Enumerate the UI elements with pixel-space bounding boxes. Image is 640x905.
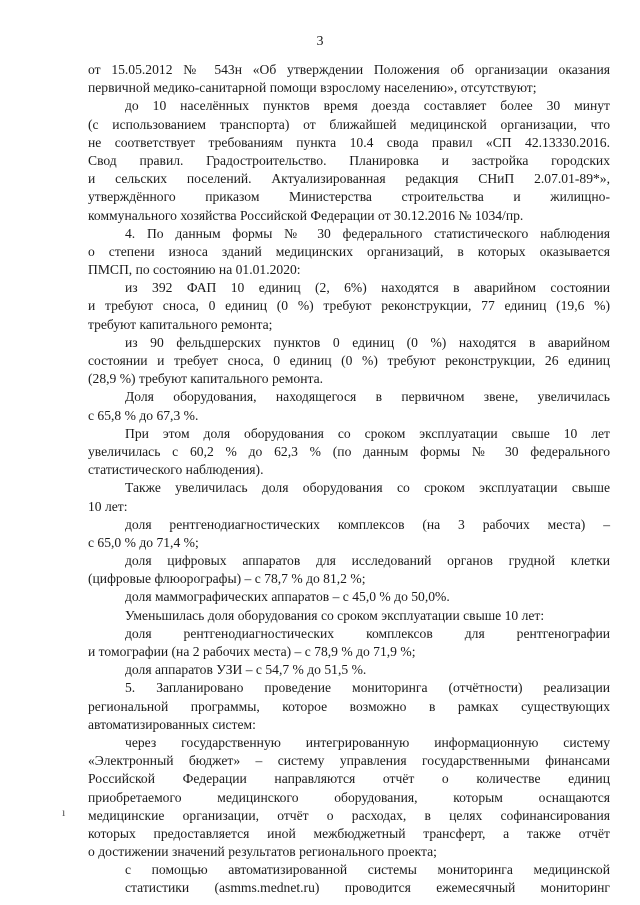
- text-line: региональной программы, которое возможно в рамках существующих: [88, 698, 610, 714]
- text-line: медицинские организации, отчёт о расходах, в целях софинансирования: [88, 807, 610, 823]
- text-line: из 90 фельдшерских пунктов 0 единиц (0 %) находятся в аварийном: [125, 334, 610, 350]
- text-line: 5. Запланировано проведение мониторинга (отчётности) реализации: [125, 680, 610, 696]
- text-line: о достижении значений результатов регионального проекта;: [88, 844, 437, 860]
- text-line: с 65,0 % до 71,4 %;: [88, 534, 199, 550]
- margin-mark: ı: [62, 805, 66, 819]
- text-line: 10 лет:: [88, 498, 128, 514]
- text-line: до 10 населённых пунктов время доезда составляет более 30 минут: [125, 98, 610, 114]
- text-line: доля маммографических аппаратов – с 45,0 % до 50,0%.: [125, 589, 450, 605]
- text-line: Также увеличилась доля оборудования со сроком эксплуатации свыше: [125, 480, 610, 496]
- text-line: приобретаемого медицинского оборудования, которым оснащаются: [88, 789, 610, 805]
- text-line: (с использованием транспорта) от ближайшей медицинской организации, что: [88, 116, 610, 132]
- text-line: и сельских поселений. Актуализированная редакция СНиП 2.07.01-89*»,: [88, 171, 610, 187]
- text-line: и томографии (на 2 рабочих места) – с 78,9 % до 71,9 %;: [88, 644, 416, 659]
- text-line: Свод правил. Градостроительство. Планировка и застройка городских: [88, 152, 610, 168]
- text-line: о степени износа зданий медицинских организаций, в которых оказывается: [88, 243, 610, 259]
- page-number: 3: [316, 34, 324, 49]
- text-line: автоматизированных систем:: [88, 716, 256, 732]
- text-line: доля рентгенодиагностических комплексов (на 3 рабочих места) –: [125, 516, 610, 532]
- text-line: коммунального хозяйства Российской Федерации от 30.12.2016 № 1034/пр.: [88, 207, 524, 223]
- text-line: Российской Федерации направляются отчёт о количестве единиц: [88, 771, 610, 787]
- text-line: от 15.05.2012 № 543н «Об утверждении Положения об организации оказания: [88, 62, 610, 77]
- text-line: При этом доля оборудования со сроком эксплуатации свыше 10 лет: [125, 425, 610, 441]
- text-line: Доля оборудования, находящегося в первичном звене, увеличилась: [125, 389, 610, 405]
- text-line: доля рентгенодиагностических комплексов для рентгенографии: [125, 625, 610, 641]
- text-line: статистики (asmms.mednet.ru) проводится ежемесячный мониторинг: [125, 880, 610, 896]
- text-line: с помощью автоматизированной системы мониторинга медицинской: [125, 862, 610, 878]
- text-line: ПМСП, по состоянию на 01.01.2020:: [88, 262, 301, 278]
- text-line: с 65,8 % до 67,3 %.: [88, 407, 199, 423]
- text-line: (цифровые флюорографы) – с 78,7 % до 81,2 %;: [88, 571, 366, 587]
- text-line: Уменьшилась доля оборудования со сроком эксплуатации свыше 10 лет:: [125, 607, 545, 623]
- text-line: доля аппаратов УЗИ – с 54,7 % до 51,5 %.: [125, 662, 367, 678]
- text-line: через государственную интегрированную информационную систему: [125, 734, 610, 750]
- text-line: утверждённого приказом Министерства строительства и жилищно-: [88, 189, 610, 205]
- text-line: первичной медико-санитарной помощи взрослому населению», отсутствуют;: [88, 80, 537, 96]
- text-line: доля цифровых аппаратов для исследований органов грудной клетки: [125, 553, 610, 569]
- text-line: из 392 ФАП 10 единиц (2, 6%) находятся в аварийном состоянии: [125, 280, 610, 296]
- text-line: «Электронный бюджет» – систему управления государственными финансами: [88, 753, 610, 769]
- text-line: не соответствует требованиям пункта 10.4 свода правил «СП 42.13330.2016.: [88, 134, 610, 150]
- document-body: [88, 61, 610, 898]
- text-line: увеличилась с 60,2 % до 62,3 % (по данным формы № 30 федерального: [88, 443, 610, 459]
- text-line: статистического наблюдения).: [88, 462, 264, 478]
- text-line: (28,9 %) требуют капитального ремонта.: [88, 371, 324, 387]
- text-line: требуют капитального ремонта;: [88, 316, 273, 332]
- text-line: состоянии и требует сноса, 0 единиц (0 %) требуют реконструкции, 26 единиц: [88, 353, 610, 368]
- text-line: 4. По данным формы № 30 федерального статистического наблюдения: [125, 225, 610, 241]
- text-line: которых предоставляется иной межбюджетный трансферт, а также отчёт: [88, 825, 610, 841]
- text-line: и требуют сноса, 0 единиц (0 %) требуют реконструкции, 77 единиц (19,6 %): [88, 298, 610, 314]
